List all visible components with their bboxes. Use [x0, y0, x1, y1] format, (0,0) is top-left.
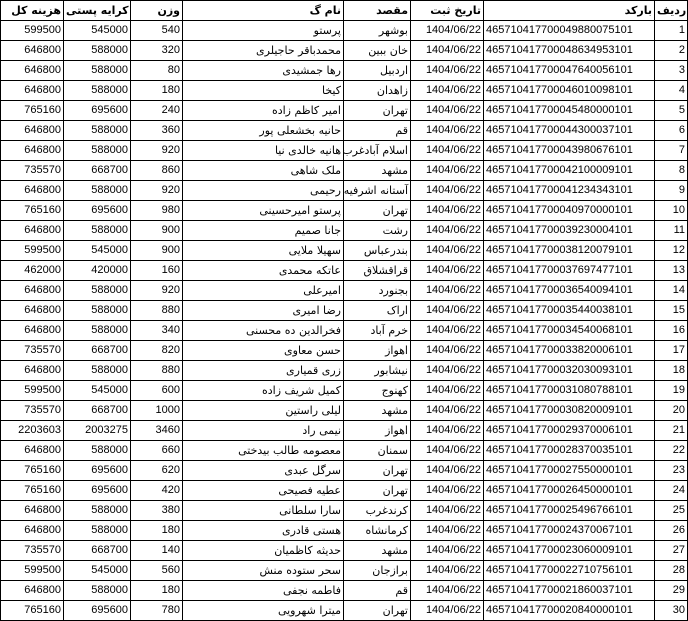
cell-postal-fee[interactable]: 588000 — [64, 441, 131, 461]
table-row — [1, 381, 688, 401]
cell-total-cost[interactable]: 765160 — [1, 481, 64, 501]
cell-postal-fee[interactable]: 588000 — [64, 81, 131, 101]
cell-weight[interactable]: 80 — [131, 61, 183, 81]
table-row — [1, 281, 688, 301]
cell-destination[interactable]: آستانه اشرفیه — [344, 181, 411, 201]
table-row — [1, 561, 688, 581]
table-row — [1, 81, 688, 101]
cell-name[interactable]: هانیه خالدی نیا — [183, 141, 344, 161]
header-reg-date[interactable]: تاریخ ثبت — [411, 1, 484, 21]
cell-name[interactable]: عاتکه محمدی — [183, 261, 344, 281]
cell-total-cost[interactable]: 735570 — [1, 401, 64, 421]
cell-postal-fee[interactable]: 545000 — [64, 21, 131, 41]
cell-row-number[interactable]: 12 — [655, 241, 688, 261]
cell-weight[interactable]: 820 — [131, 341, 183, 361]
cell-barcode[interactable]: 465710417700038120079101 — [484, 241, 655, 261]
cell-row-number[interactable]: 7 — [655, 141, 688, 161]
cell-row-number[interactable]: 16 — [655, 321, 688, 341]
cell-reg-date[interactable]: 1404/06/22 — [411, 521, 484, 541]
table-row — [1, 201, 688, 221]
table-row — [1, 361, 688, 381]
cell-weight[interactable]: 380 — [131, 501, 183, 521]
cell-row-number[interactable]: 6 — [655, 121, 688, 141]
cell-reg-date[interactable]: 1404/06/22 — [411, 81, 484, 101]
cell-total-cost[interactable]: 646800 — [1, 41, 64, 61]
cell-name[interactable]: پرستو امیرحسینی — [183, 201, 344, 221]
cell-destination[interactable]: قم — [344, 121, 411, 141]
cell-destination[interactable]: بجنورد — [344, 281, 411, 301]
cell-reg-date[interactable]: 1404/06/22 — [411, 281, 484, 301]
cell-reg-date[interactable]: 1404/06/22 — [411, 341, 484, 361]
cell-row-number[interactable]: 4 — [655, 81, 688, 101]
cell-weight[interactable]: 920 — [131, 181, 183, 201]
table-row — [1, 161, 688, 181]
cell-barcode[interactable]: 465710417700028370035101 — [484, 441, 655, 461]
cell-total-cost[interactable]: 646800 — [1, 521, 64, 541]
cell-destination[interactable]: کهنوج — [344, 381, 411, 401]
cell-destination[interactable]: زاهدان — [344, 81, 411, 101]
cell-barcode[interactable]: 465710417700020840000101 — [484, 601, 655, 621]
cell-weight[interactable]: 340 — [131, 321, 183, 341]
header-postal-fee[interactable]: کرایه پستی — [64, 1, 131, 21]
cell-destination[interactable]: خرم آباد — [344, 321, 411, 341]
cell-destination[interactable]: برازجان — [344, 561, 411, 581]
cell-postal-fee[interactable]: 588000 — [64, 61, 131, 81]
cell-postal-fee[interactable]: 588000 — [64, 121, 131, 141]
table-row — [1, 521, 688, 541]
cell-name[interactable]: سرگل عبدی — [183, 461, 344, 481]
cell-destination[interactable]: نیشابور — [344, 361, 411, 381]
cell-reg-date[interactable]: 1404/06/22 — [411, 41, 484, 61]
cell-name[interactable]: سارا سلطانی — [183, 501, 344, 521]
cell-total-cost[interactable]: 599500 — [1, 381, 64, 401]
cell-postal-fee[interactable]: 695600 — [64, 101, 131, 121]
table-row — [1, 581, 688, 601]
table-row — [1, 321, 688, 341]
cell-row-number[interactable]: 30 — [655, 601, 688, 621]
cell-reg-date[interactable]: 1404/06/22 — [411, 501, 484, 521]
table-row — [1, 41, 688, 61]
cell-row-number[interactable]: 20 — [655, 401, 688, 421]
cell-reg-date[interactable]: 1404/06/22 — [411, 441, 484, 461]
cell-total-cost[interactable]: 646800 — [1, 301, 64, 321]
cell-row-number[interactable]: 11 — [655, 221, 688, 241]
table-row — [1, 601, 688, 621]
cell-name[interactable]: حانیه بخشعلی پور — [183, 121, 344, 141]
cell-row-number[interactable]: 21 — [655, 421, 688, 441]
cell-row-number[interactable]: 29 — [655, 581, 688, 601]
cell-postal-fee[interactable]: 588000 — [64, 141, 131, 161]
cell-total-cost[interactable]: 735570 — [1, 341, 64, 361]
cell-name[interactable]: رضا امیری — [183, 301, 344, 321]
cell-name[interactable]: عطیه فصیحی — [183, 481, 344, 501]
cell-reg-date[interactable]: 1404/06/22 — [411, 321, 484, 341]
cell-row-number[interactable]: 27 — [655, 541, 688, 561]
cell-reg-date[interactable]: 1404/06/22 — [411, 21, 484, 41]
cell-weight[interactable]: 860 — [131, 161, 183, 181]
cell-name[interactable]: رحیمی — [183, 181, 344, 201]
table-row — [1, 261, 688, 281]
cell-postal-fee[interactable]: 588000 — [64, 321, 131, 341]
cell-name[interactable]: ملک شاهی — [183, 161, 344, 181]
cell-barcode[interactable]: 465710417700049880075101 — [484, 21, 655, 41]
cell-postal-fee[interactable]: 588000 — [64, 41, 131, 61]
cell-barcode[interactable]: 465710417700045480000101 — [484, 101, 655, 121]
header-total-cost[interactable]: هزینه کل — [1, 1, 64, 21]
cell-name[interactable]: رها جمشیدی — [183, 61, 344, 81]
header-barcode[interactable]: بارکد — [484, 1, 655, 21]
cell-postal-fee[interactable]: 668700 — [64, 161, 131, 181]
cell-destination[interactable]: اهواز — [344, 341, 411, 361]
cell-reg-date[interactable]: 1404/06/22 — [411, 261, 484, 281]
cell-name[interactable]: فخرالدین ده محسنی — [183, 321, 344, 341]
cell-destination[interactable]: تهران — [344, 201, 411, 221]
cell-name[interactable]: محمدباقر حاجیلری — [183, 41, 344, 61]
cell-row-number[interactable]: 13 — [655, 261, 688, 281]
cell-destination[interactable]: سمنان — [344, 441, 411, 461]
cell-row-number[interactable]: 26 — [655, 521, 688, 541]
cell-destination[interactable]: کرمانشاه — [344, 521, 411, 541]
table-row — [1, 241, 688, 261]
cell-destination[interactable]: اردبیل — [344, 61, 411, 81]
cell-destination[interactable]: اهواز — [344, 421, 411, 441]
cell-total-cost[interactable]: 462000 — [1, 261, 64, 281]
table-row — [1, 61, 688, 81]
cell-destination[interactable]: قراقشلاق — [344, 261, 411, 281]
cell-reg-date[interactable]: 1404/06/22 — [411, 561, 484, 581]
cell-destination[interactable]: بوشهر — [344, 21, 411, 41]
cell-barcode[interactable]: 465710417700026450000101 — [484, 481, 655, 501]
cell-weight[interactable]: 980 — [131, 201, 183, 221]
cell-postal-fee[interactable]: 545000 — [64, 561, 131, 581]
header-destination[interactable]: مقصد — [344, 1, 411, 21]
cell-destination[interactable]: قم — [344, 581, 411, 601]
cell-row-number[interactable]: 9 — [655, 181, 688, 201]
cell-barcode[interactable]: 465710417700021860037101 — [484, 581, 655, 601]
cell-postal-fee[interactable]: 668700 — [64, 401, 131, 421]
cell-destination[interactable]: اسلام آبادغرب — [344, 141, 411, 161]
cell-barcode[interactable]: 465710417700029370006101 — [484, 421, 655, 441]
cell-weight[interactable]: 180 — [131, 81, 183, 101]
cell-total-cost[interactable]: 599500 — [1, 241, 64, 261]
cell-total-cost[interactable]: 765160 — [1, 101, 64, 121]
cell-name[interactable]: امیرعلی — [183, 281, 344, 301]
cell-name[interactable]: امیر کاظم زاده — [183, 101, 344, 121]
cell-reg-date[interactable]: 1404/06/22 — [411, 581, 484, 601]
cell-total-cost[interactable]: 765160 — [1, 461, 64, 481]
table-row — [1, 341, 688, 361]
cell-weight[interactable]: 620 — [131, 461, 183, 481]
cell-barcode[interactable]: 465710417700024370067101 — [484, 521, 655, 541]
cell-barcode[interactable]: 465710417700041234343101 — [484, 181, 655, 201]
cell-barcode[interactable]: 465710417700046010098101 — [484, 81, 655, 101]
cell-destination[interactable]: مشهد — [344, 401, 411, 421]
cell-destination[interactable]: مشهد — [344, 161, 411, 181]
cell-postal-fee[interactable]: 2003275 — [64, 421, 131, 441]
table-row — [1, 21, 688, 41]
cell-postal-fee[interactable]: 695600 — [64, 461, 131, 481]
cell-row-number[interactable]: 25 — [655, 501, 688, 521]
cell-barcode[interactable]: 465710417700033820006101 — [484, 341, 655, 361]
cell-reg-date[interactable]: 1404/06/22 — [411, 461, 484, 481]
cell-total-cost[interactable]: 646800 — [1, 121, 64, 141]
cell-total-cost[interactable]: 646800 — [1, 581, 64, 601]
cell-reg-date[interactable]: 1404/06/22 — [411, 481, 484, 501]
table-row — [1, 401, 688, 421]
cell-weight[interactable]: 320 — [131, 41, 183, 61]
cell-destination[interactable]: اراک — [344, 301, 411, 321]
cell-row-number[interactable]: 19 — [655, 381, 688, 401]
table-body — [1, 1, 688, 621]
cell-reg-date[interactable]: 1404/06/22 — [411, 541, 484, 561]
cell-weight[interactable]: 360 — [131, 121, 183, 141]
cell-row-number[interactable]: 22 — [655, 441, 688, 461]
cell-name[interactable]: لیلی راستین — [183, 401, 344, 421]
cell-reg-date[interactable]: 1404/06/22 — [411, 241, 484, 261]
cell-row-number[interactable]: 18 — [655, 361, 688, 381]
cell-weight[interactable]: 920 — [131, 281, 183, 301]
cell-name[interactable]: کیخا — [183, 81, 344, 101]
cell-row-number[interactable]: 15 — [655, 301, 688, 321]
header-name[interactable]: نام گ — [183, 1, 344, 21]
cell-total-cost[interactable]: 646800 — [1, 361, 64, 381]
cell-reg-date[interactable]: 1404/06/22 — [411, 381, 484, 401]
cell-barcode[interactable]: 465710417700027550000101 — [484, 461, 655, 481]
cell-row-number[interactable]: 23 — [655, 461, 688, 481]
cell-barcode[interactable]: 465710417700025496766101 — [484, 501, 655, 521]
cell-postal-fee[interactable]: 420000 — [64, 261, 131, 281]
cell-barcode[interactable]: 465710417700022710756101 — [484, 561, 655, 581]
cell-weight[interactable]: 3460 — [131, 421, 183, 441]
cell-total-cost[interactable]: 646800 — [1, 141, 64, 161]
cell-name[interactable]: پرستو — [183, 21, 344, 41]
cell-destination[interactable]: تهران — [344, 601, 411, 621]
cell-row-number[interactable]: 8 — [655, 161, 688, 181]
cell-total-cost[interactable]: 646800 — [1, 321, 64, 341]
cell-reg-date[interactable]: 1404/06/22 — [411, 161, 484, 181]
cell-weight[interactable]: 180 — [131, 581, 183, 601]
cell-reg-date[interactable]: 1404/06/22 — [411, 101, 484, 121]
cell-postal-fee[interactable]: 695600 — [64, 201, 131, 221]
cell-barcode[interactable]: 465710417700030820009101 — [484, 401, 655, 421]
cell-name[interactable]: حدیثه کاظمیان — [183, 541, 344, 561]
cell-total-cost[interactable]: 599500 — [1, 21, 64, 41]
cell-barcode[interactable]: 465710417700047640056101 — [484, 61, 655, 81]
cell-postal-fee[interactable]: 588000 — [64, 581, 131, 601]
cell-barcode[interactable]: 465710417700043980676101 — [484, 141, 655, 161]
cell-name[interactable]: جانا صمیم — [183, 221, 344, 241]
cell-reg-date[interactable]: 1404/06/22 — [411, 301, 484, 321]
cell-total-cost[interactable]: 765160 — [1, 201, 64, 221]
cell-name[interactable]: فاطمه نجفی — [183, 581, 344, 601]
table-row — [1, 501, 688, 521]
cell-destination[interactable]: تهران — [344, 461, 411, 481]
cell-row-number[interactable]: 17 — [655, 341, 688, 361]
cell-weight[interactable]: 880 — [131, 361, 183, 381]
cell-reg-date[interactable]: 1404/06/22 — [411, 221, 484, 241]
cell-row-number[interactable]: 3 — [655, 61, 688, 81]
cell-postal-fee[interactable]: 695600 — [64, 481, 131, 501]
cell-name[interactable]: نیمی راد — [183, 421, 344, 441]
cell-postal-fee[interactable]: 545000 — [64, 241, 131, 261]
cell-destination[interactable]: مشهد — [344, 541, 411, 561]
cell-barcode[interactable]: 465710417700036540094101 — [484, 281, 655, 301]
cell-barcode[interactable]: 465710417700042100009101 — [484, 161, 655, 181]
cell-weight[interactable]: 660 — [131, 441, 183, 461]
table-row — [1, 121, 688, 141]
cell-destination[interactable]: کرندغرب — [344, 501, 411, 521]
cell-total-cost[interactable]: 646800 — [1, 181, 64, 201]
cell-row-number[interactable]: 1 — [655, 21, 688, 41]
cell-reg-date[interactable]: 1404/06/22 — [411, 601, 484, 621]
cell-postal-fee[interactable]: 668700 — [64, 541, 131, 561]
cell-reg-date[interactable]: 1404/06/22 — [411, 401, 484, 421]
cell-weight[interactable]: 180 — [131, 521, 183, 541]
cell-name[interactable]: سحر ستوده منش — [183, 561, 344, 581]
cell-reg-date[interactable]: 1404/06/22 — [411, 201, 484, 221]
table-row — [1, 541, 688, 561]
cell-weight[interactable]: 160 — [131, 261, 183, 281]
cell-postal-fee[interactable]: 588000 — [64, 501, 131, 521]
cell-reg-date[interactable]: 1404/06/22 — [411, 121, 484, 141]
cell-reg-date[interactable]: 1404/06/22 — [411, 181, 484, 201]
cell-destination[interactable]: تهران — [344, 101, 411, 121]
table-row — [1, 421, 688, 441]
cell-row-number[interactable]: 2 — [655, 41, 688, 61]
cell-reg-date[interactable]: 1404/06/22 — [411, 421, 484, 441]
cell-postal-fee[interactable]: 588000 — [64, 281, 131, 301]
cell-total-cost[interactable]: 646800 — [1, 221, 64, 241]
table-row — [1, 221, 688, 241]
cell-postal-fee[interactable]: 588000 — [64, 521, 131, 541]
cell-total-cost[interactable]: 646800 — [1, 81, 64, 101]
cell-row-number[interactable]: 14 — [655, 281, 688, 301]
cell-row-number[interactable]: 5 — [655, 101, 688, 121]
cell-barcode[interactable]: 465710417700031080788101 — [484, 381, 655, 401]
cell-destination[interactable]: بندرعباس — [344, 241, 411, 261]
cell-row-number[interactable]: 10 — [655, 201, 688, 221]
cell-total-cost[interactable]: 735570 — [1, 161, 64, 181]
cell-total-cost[interactable]: 2203603 — [1, 421, 64, 441]
cell-weight[interactable]: 900 — [131, 241, 183, 261]
cell-reg-date[interactable]: 1404/06/22 — [411, 361, 484, 381]
table-row — [1, 461, 688, 481]
cell-name[interactable]: کمیل شریف زاده — [183, 381, 344, 401]
cell-barcode[interactable]: 465710417700044300037101 — [484, 121, 655, 141]
cell-total-cost[interactable]: 765160 — [1, 601, 64, 621]
table-row — [1, 181, 688, 201]
cell-weight[interactable]: 240 — [131, 101, 183, 121]
cell-destination[interactable]: خان ببین — [344, 41, 411, 61]
cell-postal-fee[interactable]: 588000 — [64, 221, 131, 241]
cell-total-cost[interactable]: 735570 — [1, 541, 64, 561]
cell-total-cost[interactable]: 646800 — [1, 441, 64, 461]
table-row — [1, 101, 688, 121]
cell-weight[interactable]: 560 — [131, 561, 183, 581]
cell-name[interactable]: میترا شهرویی — [183, 601, 344, 621]
cell-postal-fee[interactable]: 588000 — [64, 301, 131, 321]
cell-weight[interactable]: 600 — [131, 381, 183, 401]
cell-weight[interactable]: 140 — [131, 541, 183, 561]
table-row — [1, 441, 688, 461]
cell-row-number[interactable]: 28 — [655, 561, 688, 581]
cell-barcode[interactable]: 465710417700034540068101 — [484, 321, 655, 341]
cell-name[interactable]: حسن معاوی — [183, 341, 344, 361]
cell-reg-date[interactable]: 1404/06/22 — [411, 141, 484, 161]
cell-weight[interactable]: 900 — [131, 221, 183, 241]
header-row[interactable]: ردیف — [655, 1, 688, 21]
header-weight[interactable]: وزن — [131, 1, 183, 21]
header-row — [1, 1, 688, 21]
cell-postal-fee[interactable]: 695600 — [64, 601, 131, 621]
cell-barcode[interactable]: 465710417700035440038101 — [484, 301, 655, 321]
cell-barcode[interactable]: 465710417700048634953101 — [484, 41, 655, 61]
cell-name[interactable]: هستی قادری — [183, 521, 344, 541]
cell-weight[interactable]: 420 — [131, 481, 183, 501]
table-row — [1, 301, 688, 321]
cell-total-cost[interactable]: 599500 — [1, 561, 64, 581]
cell-name[interactable]: سهیلا ملایی — [183, 241, 344, 261]
cell-weight[interactable]: 880 — [131, 301, 183, 321]
cell-total-cost[interactable]: 646800 — [1, 501, 64, 521]
cell-name[interactable]: زری قمیاری — [183, 361, 344, 381]
cell-weight[interactable]: 540 — [131, 21, 183, 41]
cell-postal-fee[interactable]: 545000 — [64, 381, 131, 401]
cell-postal-fee[interactable]: 588000 — [64, 361, 131, 381]
cell-row-number[interactable]: 24 — [655, 481, 688, 501]
cell-name[interactable]: معصومه طالب بیدختی — [183, 441, 344, 461]
cell-barcode[interactable]: 465710417700032030093101 — [484, 361, 655, 381]
table-row — [1, 481, 688, 501]
cell-postal-fee[interactable]: 588000 — [64, 181, 131, 201]
cell-total-cost[interactable]: 646800 — [1, 281, 64, 301]
cell-destination[interactable]: رشت — [344, 221, 411, 241]
cell-total-cost[interactable]: 646800 — [1, 61, 64, 81]
cell-barcode[interactable]: 465710417700040970000101 — [484, 201, 655, 221]
table-row — [1, 141, 688, 161]
cell-postal-fee[interactable]: 668700 — [64, 341, 131, 361]
cell-weight[interactable]: 920 — [131, 141, 183, 161]
cell-reg-date[interactable]: 1404/06/22 — [411, 61, 484, 81]
cell-destination[interactable]: تهران — [344, 481, 411, 501]
cell-weight[interactable]: 1000 — [131, 401, 183, 421]
cell-barcode[interactable]: 465710417700023060009101 — [484, 541, 655, 561]
cell-weight[interactable]: 780 — [131, 601, 183, 621]
cell-barcode[interactable]: 465710417700039230004101 — [484, 221, 655, 241]
cell-barcode[interactable]: 465710417700037697477101 — [484, 261, 655, 281]
